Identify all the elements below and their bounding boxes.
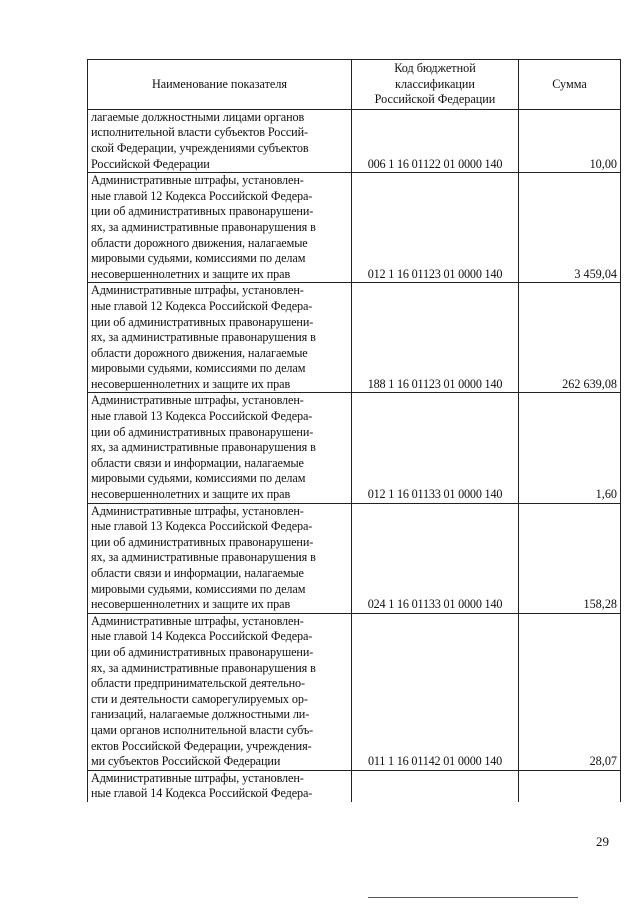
sum-cell: [519, 770, 621, 802]
sum-cell: 262 639,08: [519, 283, 621, 393]
budget-code-cell: 006 1 16 01122 01 0000 140: [352, 109, 519, 172]
sum-cell: 3 459,04: [519, 173, 621, 283]
table-row: [88, 503, 621, 613]
page-number: 29: [596, 834, 609, 849]
header-budget-code: Код бюджетной классификации Российской Федерации: [352, 60, 519, 110]
budget-code-cell: 024 1 16 01133 01 0000 140: [352, 503, 519, 613]
header-sum: Сумма: [519, 60, 621, 110]
sum-cell: 1,60: [519, 393, 621, 503]
indicator-name-cell: Административные штрафы, установлен- ные главой 12 Кодекса Российской Федера- ции об административных правонарушени- ях, за административные правонарушения в области дорожного движения, налагаемые мировыми судьями, комиссиями по делам несовершеннолетних и защите их прав: [88, 173, 352, 283]
indicator-name-cell: Административные штрафы, установлен- ные главой 12 Кодекса Российской Федера- ции об административных правонарушени- ях, за административные правонарушения в области дорожного движения, налагаемые мировыми судьями, комиссиями по делам несовершеннолетних и защите их прав: [88, 283, 352, 393]
header-indicator-name: Наименование показателя: [88, 60, 352, 110]
indicator-name-cell: Административные штрафы, установлен- ные главой 14 Кодекса Российской Федера- ции об административных правонарушени- ях, за административные правонарушения в области предпринимательской деятельно- сти и деятельности саморегулируемых ор- ганизаций, налагаемые должностными ли- цами органов исполнительной власти субъ- ектов Российской Федерации, учреждения- ми субъектов Российской Федерации: [88, 613, 352, 770]
budget-code-cell: 188 1 16 01123 01 0000 140: [352, 283, 519, 393]
sum-cell: 28,07: [519, 613, 621, 770]
table-row: [88, 613, 621, 770]
table-row: [88, 283, 621, 393]
sum-cell: 158,28: [519, 503, 621, 613]
table-header-row: [88, 60, 621, 110]
indicator-name-cell: Административные штрафы, установлен- ные главой 13 Кодекса Российской Федера- ции об административных правонарушени- ях, за административные правонарушения в области связи и информации, налагаемые мировыми судьями, комиссиями по делам несовершеннолетних и защите их прав: [88, 393, 352, 503]
budget-revenue-table: [87, 59, 621, 802]
budget-code-cell: 011 1 16 01142 01 0000 140: [352, 613, 519, 770]
indicator-name-cell: лагаемые должностными лицами органов исполнительной власти субъектов Россий- ской Федерации, учреждениями субъектов Российской Федерации: [88, 109, 352, 172]
table-row: [88, 173, 621, 283]
budget-code-cell: [352, 770, 519, 802]
table-row: [88, 109, 621, 172]
footer-divider: [368, 897, 578, 898]
indicator-name-cell: Административные штрафы, установлен- ные главой 13 Кодекса Российской Федера- ции об административных правонарушени- ях, за административные правонарушения в области связи и информации, налагаемые мировыми судьями, комиссиями по делам несовершеннолетних и защите их прав: [88, 503, 352, 613]
table-row-continued: [88, 770, 621, 802]
sum-cell: 10,00: [519, 109, 621, 172]
table-row: [88, 393, 621, 503]
budget-code-cell: 012 1 16 01133 01 0000 140: [352, 393, 519, 503]
budget-code-cell: 012 1 16 01123 01 0000 140: [352, 173, 519, 283]
indicator-name-cell: Административные штрафы, установлен- ные главой 14 Кодекса Российской Федера-: [88, 770, 352, 802]
